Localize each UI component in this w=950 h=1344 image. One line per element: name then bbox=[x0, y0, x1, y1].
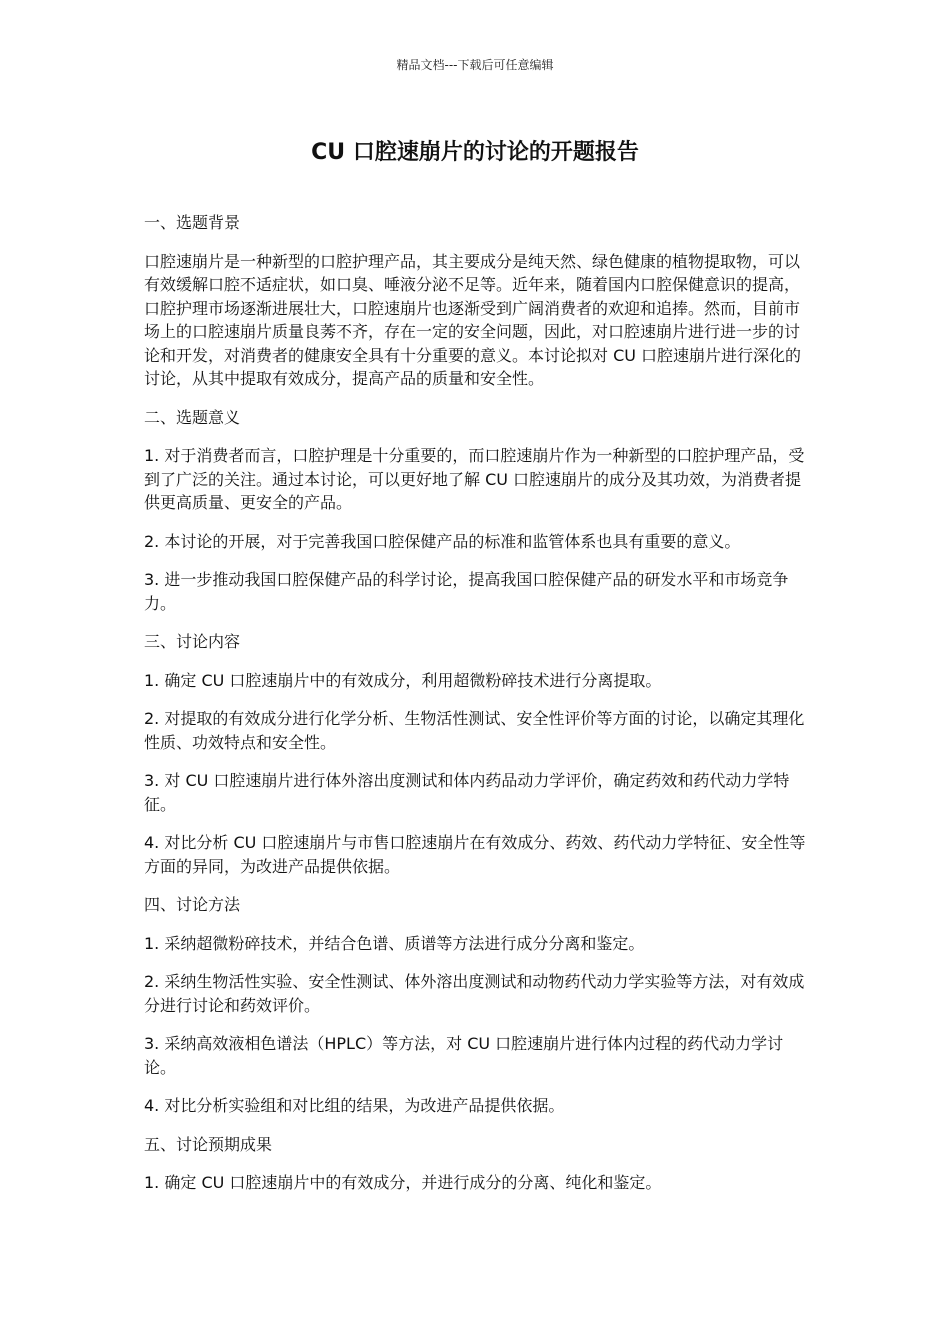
content-item: 1. 确定 CU 口腔速崩片中的有效成分，利用超微粉碎技术进行分离提取。 bbox=[144, 670, 662, 690]
method-item: 1. 采纳超微粉碎技术，并结合色谱、质谱等方法进行成分分离和鉴定。 bbox=[144, 933, 645, 953]
content-item: 2. 对提取的有效成分进行化学分析、生物活性测试、安全性评价等方面的讨论，以确定其理化性质、功效特点和安全性。 bbox=[144, 709, 805, 752]
section-heading-significance: 二、选题意义 bbox=[144, 407, 241, 427]
expected-result-item: 1. 确定 CU 口腔速崩片中的有效成分，并进行成分的分离、纯化和鉴定。 bbox=[144, 1173, 662, 1192]
page-header-watermark: 精品文档---下载后可任意编辑 bbox=[396, 58, 554, 72]
content-item: 4. 对比分析 CU 口腔速崩片与市售口腔速崩片在有效成分、药效、药代动力学特征、安全性等方面的异同，为改进产品提供依据。 bbox=[144, 833, 806, 876]
content-item: 3. 对 CU 口腔速崩片进行体外溶出度测试和体内药品动力学评价，确定药效和药代动力学特征。 bbox=[144, 771, 790, 814]
significance-item: 1. 对于消费者而言，口腔护理是十分重要的，而口腔速崩片作为一种新型的口腔护理产品，受到了广泛的关注。通过本讨论，可以更好地了解 CU 口腔速崩片的成分及其功效，为消费者提供更高质量、更安全的产品。 bbox=[144, 446, 805, 512]
method-item: 4. 对比分析实验组和对比组的结果，为改进产品提供依据。 bbox=[144, 1096, 565, 1115]
section-heading-content: 三、讨论内容 bbox=[144, 632, 241, 651]
document-title: CU 口腔速崩片的讨论的开题报告 bbox=[311, 140, 639, 165]
significance-item: 2. 本讨论的开展，对于完善我国口腔保健产品的标准和监管体系也具有重要的意义。 bbox=[144, 531, 741, 551]
document-body bbox=[144, 211, 808, 1210]
section-heading-expected-results: 五、讨论预期成果 bbox=[144, 1134, 273, 1154]
method-item: 3. 采纳高效液相色谱法（HPLC）等方法，对 CU 口腔速崩片进行体内过程的药代动力学讨论。 bbox=[144, 1034, 784, 1077]
paragraph-background: 口腔速崩片是一种新型的口腔护理产品，其主要成分是纯天然、绿色健康的植物提取物，可以有效缓解口腔不适症状，如口臭、唾液分泌不足等。近年来，随着国内口腔保健意识的提高，口腔护理市场逐渐进展壮大，口腔速崩片也逐渐受到广阔消费者的欢迎和追捧。然而，目前市场上的口腔速崩片质量良莠不齐，存在一定的安全问题，因此，对口腔速崩片进行进一步的讨论和开发，对消费者的健康安全具有十分重要的意义。本讨论拟对 CU 口腔速崩片进行深化的讨论，从其中提取有效成分，提高产品的质量和安全性。 bbox=[144, 251, 802, 388]
section-heading-methods: 四、讨论方法 bbox=[144, 895, 241, 914]
method-item: 2. 采纳生物活性实验、安全性测试、体外溶出度测试和动物药代动力学实验等方法，对有效成分进行讨论和药效评价。 bbox=[144, 972, 805, 1015]
significance-item: 3. 进一步推动我国口腔保健产品的科学讨论，提高我国口腔保健产品的研发水平和市场竞争力。 bbox=[144, 570, 789, 613]
section-heading-background: 一、选题背景 bbox=[144, 213, 241, 232]
